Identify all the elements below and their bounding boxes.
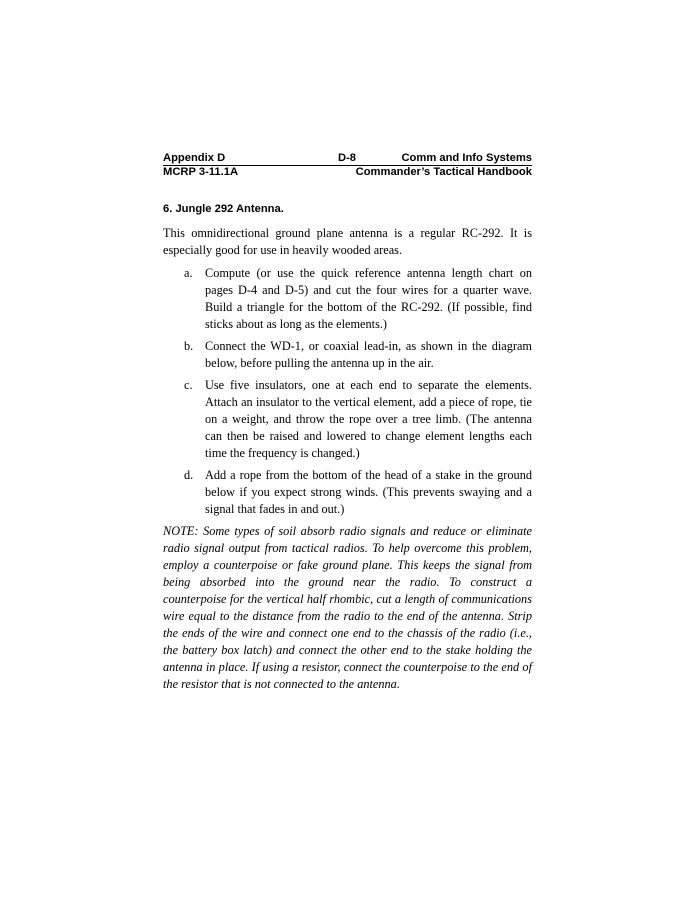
list-item bbox=[163, 377, 532, 462]
list-item bbox=[163, 338, 532, 372]
list-item-text: Compute (or use the quick reference antenna length chart on pages D-4 and D-5) and cut the four wires for a quarter wave. Build a triangle for the bottom of the RC-292. (If possible, find sticks about as long as the elements.) bbox=[205, 266, 532, 331]
document-page bbox=[163, 152, 532, 705]
section-heading: 6. Jungle 292 Antenna. bbox=[163, 203, 284, 215]
appendix-label: Appendix D bbox=[163, 152, 226, 164]
list-item bbox=[163, 265, 532, 333]
list-item-text: Add a rope from the bottom of the head of a stake in the ground below if you expect strong winds. (This prevents swaying and a signal that fades in and out.) bbox=[205, 468, 532, 516]
list-marker: c. bbox=[184, 378, 193, 392]
chapter-title: Comm and Info Systems bbox=[401, 152, 532, 164]
list-item bbox=[163, 467, 532, 518]
list-item-text: Use five insulators, one at each end to separate the elements. Attach an insulator to the vertical element, add a piece of rope, tie on a weight, and throw the rope over a tree limb. (The antenna can then be raised and lowered to change element lengths each time the frequency is changed.) bbox=[205, 378, 532, 460]
running-header-bottom bbox=[163, 166, 532, 179]
steps-list bbox=[163, 265, 532, 518]
list-marker: d. bbox=[184, 468, 194, 482]
page-number: D-8 bbox=[338, 152, 357, 164]
list-item-text: Connect the WD-1, or coaxial lead-in, as shown in the diagram below, before pulling the antenna up in the air. bbox=[205, 339, 532, 370]
list-marker: a. bbox=[184, 266, 193, 280]
publication-title: Commander’s Tactical Handbook bbox=[355, 166, 532, 178]
note-paragraph: NOTE: Some types of soil absorb radio signals and reduce or eliminate radio signal output from tactical radios. To help overcome this problem, employ a counterpoise or fake ground plane. This keeps the signal from being absorbed into the ground near the radio. To construct a counterpoise for the vertical half rhombic, cut a length of communications wire equal to the distance from the radio to the end of the antenna. Strip the ends of the wire and connect one end to the chassis of the radio (i.e., the battery box latch) and connect the other end to the stake holding the antenna in place. If using a resistor, connect the counterpoise to the end of the resistor that is not connected to the antenna. bbox=[163, 524, 532, 691]
running-header-top bbox=[163, 152, 532, 166]
list-marker: b. bbox=[184, 339, 194, 353]
publication-number: MCRP 3-11.1A bbox=[163, 166, 239, 178]
intro-paragraph: This omnidirectional ground plane antenna is a regular RC-292. It is especially good for use in heavily wooded areas. bbox=[163, 226, 532, 257]
